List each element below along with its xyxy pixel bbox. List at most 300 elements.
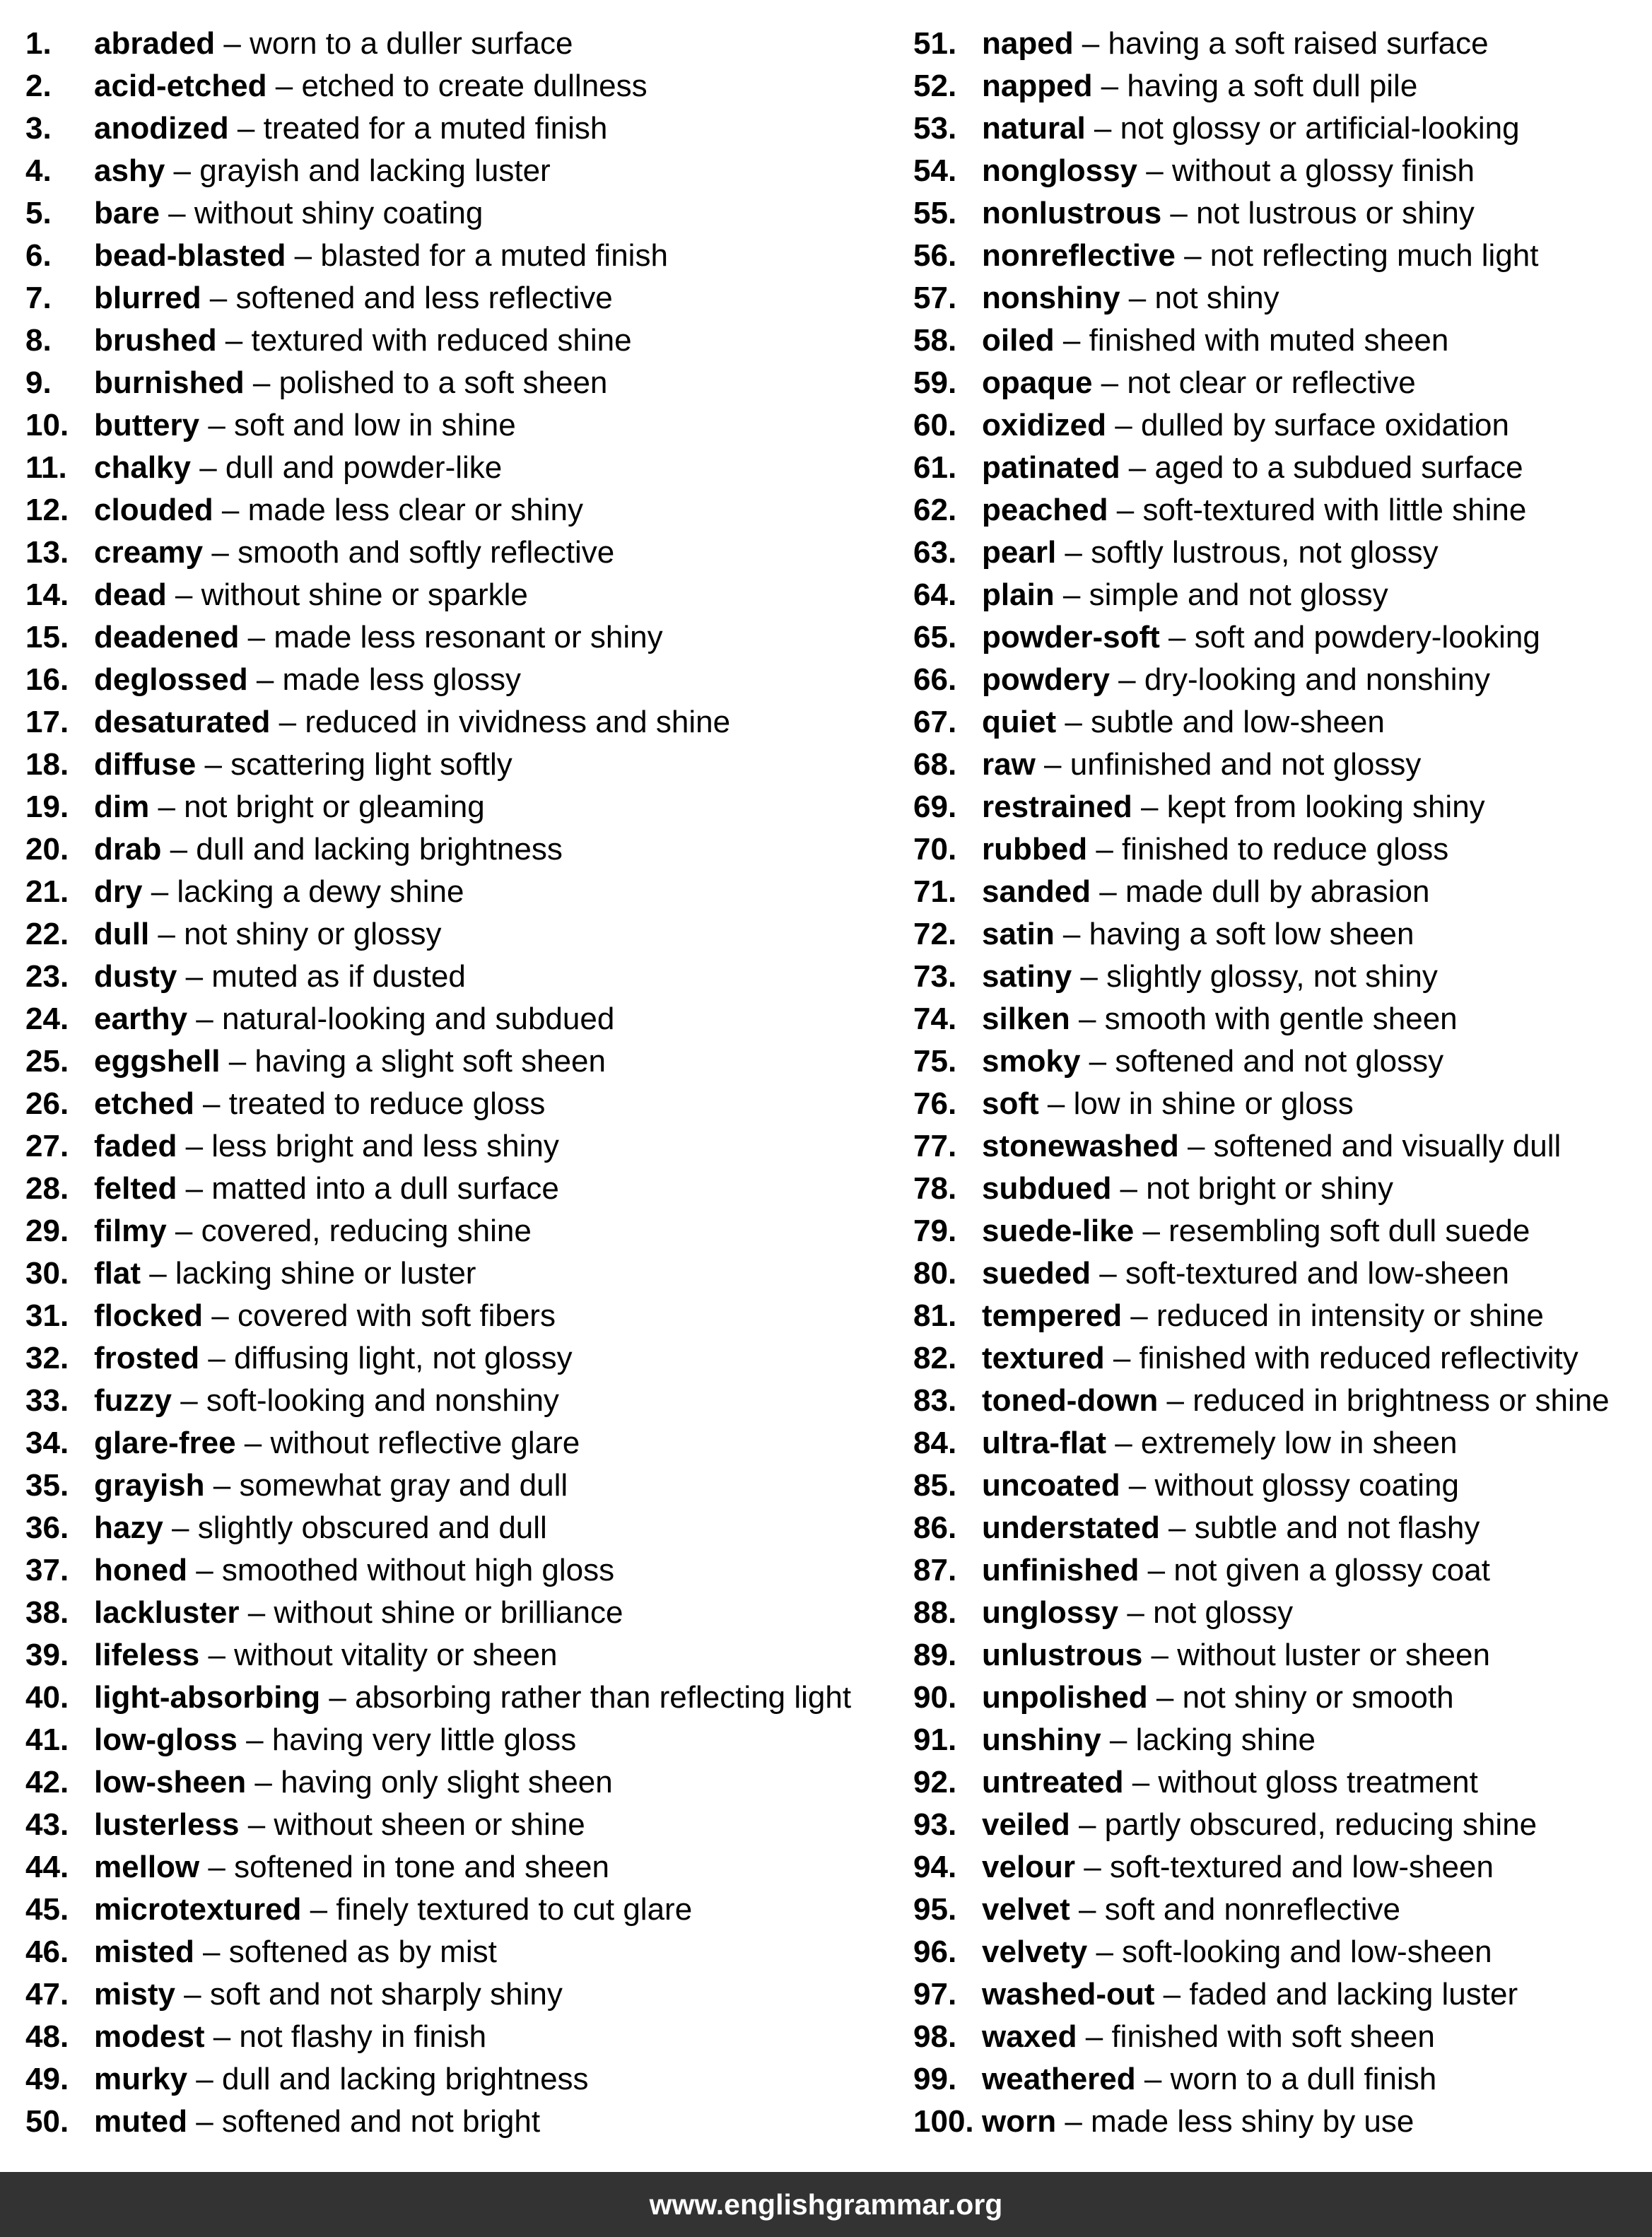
item-word: satin: [982, 917, 1055, 951]
item-definition: without shine or sparkle: [201, 577, 528, 612]
item-definition: soft-looking and nonshiny: [206, 1383, 559, 1418]
item-number: 86.: [913, 1510, 957, 1545]
item-word: velour: [982, 1850, 1076, 1884]
list-item: [913, 1677, 1641, 1719]
item-separator: –: [1135, 2062, 1171, 2096]
item-separator: –: [239, 1595, 274, 1630]
list-item: [913, 532, 1641, 574]
item-number: 30.: [25, 1256, 69, 1291]
item-number: 53.: [913, 111, 957, 146]
list-item: [25, 150, 888, 192]
list-item: [25, 362, 888, 404]
item-separator: –: [187, 1553, 222, 1587]
list-item: [913, 277, 1641, 319]
item-number: 98.: [913, 2019, 957, 2054]
item-separator: –: [220, 1044, 255, 1079]
item-separator: –: [1137, 153, 1172, 188]
item-definition: lacking shine or luster: [175, 1256, 476, 1291]
list-item: [25, 1931, 888, 1973]
item-number: 34.: [25, 1426, 69, 1460]
list-item: [913, 1337, 1641, 1380]
list-item: [913, 1252, 1641, 1295]
item-definition: aged to a subdued surface: [1154, 450, 1523, 485]
item-number: 28.: [25, 1171, 69, 1206]
item-definition: textured with reduced shine: [251, 323, 632, 358]
item-separator: –: [1035, 747, 1070, 782]
item-word: low-sheen: [94, 1765, 247, 1799]
item-word: microtextured: [94, 1892, 302, 1927]
list-item: [913, 489, 1641, 532]
item-definition: softened in tone and sheen: [234, 1850, 609, 1884]
item-word: ultra-flat: [982, 1426, 1106, 1460]
item-definition: smoothed without high gloss: [221, 1553, 615, 1587]
list-item: [913, 1380, 1641, 1422]
item-word: worn: [982, 2104, 1057, 2139]
item-number: 1.: [25, 26, 52, 61]
item-word: diffuse: [94, 747, 197, 782]
list-item: [913, 65, 1641, 107]
item-definition: covered with soft fibers: [237, 1298, 556, 1333]
item-definition: without reflective glare: [270, 1426, 580, 1460]
item-definition: dulled by surface oxidation: [1140, 408, 1509, 442]
item-definition: not bright or gleaming: [184, 789, 485, 824]
item-definition: not glossy: [1153, 1595, 1294, 1630]
item-word: deadened: [94, 620, 240, 654]
item-number: 9.: [25, 365, 52, 400]
item-word: unshiny: [982, 1722, 1101, 1757]
item-number: 89.: [913, 1638, 957, 1672]
item-definition: resembling soft dull suede: [1168, 1214, 1530, 1248]
item-word: lackluster: [94, 1595, 240, 1630]
item-separator: –: [1161, 196, 1197, 230]
item-separator: –: [149, 789, 184, 824]
item-separator: –: [203, 535, 238, 570]
item-word: stonewashed: [982, 1129, 1179, 1163]
item-number: 63.: [913, 535, 957, 570]
item-number: 85.: [913, 1468, 957, 1503]
list-item: [25, 2016, 888, 2058]
item-definition: finely textured to cut glare: [336, 1892, 693, 1927]
list-item: [25, 192, 888, 235]
list-item: [25, 1168, 888, 1210]
item-word: buttery: [94, 408, 200, 442]
item-separator: –: [166, 1214, 201, 1248]
item-word: plain: [982, 577, 1055, 612]
item-separator: –: [1120, 450, 1155, 485]
item-number: 24.: [25, 1002, 69, 1036]
footer-url[interactable]: www.englishgrammar.org: [649, 2188, 1003, 2221]
item-word: naped: [982, 26, 1074, 61]
item-separator: –: [172, 1383, 206, 1418]
item-word: uncoated: [982, 1468, 1120, 1503]
item-separator: –: [142, 874, 177, 909]
item-separator: –: [203, 1298, 238, 1333]
item-definition: softly lustrous, not glossy: [1091, 535, 1439, 570]
item-separator: –: [1123, 1765, 1159, 1799]
item-number: 51.: [913, 26, 957, 61]
item-separator: –: [228, 111, 264, 146]
item-word: velvet: [982, 1892, 1070, 1927]
item-definition: etched to create dullness: [301, 69, 648, 103]
item-number: 73.: [913, 959, 957, 994]
item-separator: –: [1054, 577, 1089, 612]
item-word: dim: [94, 789, 150, 824]
item-word: textured: [982, 1341, 1105, 1375]
list-item: [25, 828, 888, 871]
item-definition: dull and lacking brightness: [196, 832, 563, 867]
item-separator: –: [166, 577, 201, 612]
list-item: [25, 532, 888, 574]
item-word: acid-etched: [94, 69, 267, 103]
item-definition: softened and visually dull: [1213, 1129, 1562, 1163]
item-definition: soft and not sharply shiny: [209, 1977, 563, 2012]
item-word: tempered: [982, 1298, 1123, 1333]
item-definition: worn to a duller surface: [250, 26, 573, 61]
item-number: 90.: [913, 1680, 957, 1715]
item-definition: made less glossy: [282, 662, 522, 697]
item-word: opaque: [982, 365, 1093, 400]
list-item: [913, 2016, 1641, 2058]
item-word: honed: [94, 1553, 187, 1587]
item-number: 46.: [25, 1934, 69, 1969]
item-number: 66.: [913, 662, 957, 697]
item-separator: –: [194, 1934, 229, 1969]
item-number: 45.: [25, 1892, 69, 1927]
item-separator: –: [1054, 917, 1089, 951]
word-list-column-left: [25, 23, 888, 2143]
item-definition: scattering light softly: [230, 747, 512, 782]
item-separator: –: [237, 1722, 272, 1757]
item-number: 27.: [25, 1129, 69, 1163]
list-item: [25, 786, 888, 828]
item-definition: reduced in brightness or shine: [1193, 1383, 1610, 1418]
item-definition: somewhat gray and dull: [239, 1468, 568, 1503]
list-item: [25, 1295, 888, 1337]
item-definition: made dull by abrasion: [1125, 874, 1430, 909]
item-number: 42.: [25, 1765, 69, 1799]
item-separator: –: [187, 1002, 222, 1036]
item-separator: –: [239, 1807, 274, 1842]
item-definition: not given a glossy coat: [1173, 1553, 1490, 1587]
item-number: 56.: [913, 238, 957, 273]
item-word: mellow: [94, 1850, 200, 1884]
item-number: 70.: [913, 832, 957, 867]
item-number: 38.: [25, 1595, 69, 1630]
item-word: washed-out: [982, 1977, 1155, 2012]
item-separator: –: [1132, 789, 1167, 824]
item-separator: –: [246, 1765, 281, 1799]
list-item: [913, 1210, 1641, 1252]
item-number: 100.: [913, 2104, 974, 2139]
item-number: 55.: [913, 196, 957, 230]
item-word: blurred: [94, 281, 201, 315]
item-number: 41.: [25, 1722, 69, 1757]
item-number: 14.: [25, 577, 69, 612]
item-number: 8.: [25, 323, 52, 358]
item-definition: smooth with gentle sheen: [1104, 1002, 1458, 1036]
item-definition: without shine or brilliance: [274, 1595, 623, 1630]
item-number: 37.: [25, 1553, 69, 1587]
list-item: [913, 1083, 1641, 1125]
item-separator: –: [187, 2062, 222, 2096]
item-separator: –: [1070, 1807, 1105, 1842]
item-separator: –: [177, 1171, 212, 1206]
item-word: muted: [94, 2104, 187, 2139]
item-separator: –: [1056, 535, 1091, 570]
list-item: [913, 23, 1641, 65]
item-word: felted: [94, 1171, 177, 1206]
item-word: dull: [94, 917, 150, 951]
item-word: weathered: [982, 2062, 1136, 2096]
item-definition: faded and lacking luster: [1189, 1977, 1518, 2012]
item-word: untreated: [982, 1765, 1124, 1799]
word-list-column-right: [913, 23, 1641, 2143]
item-word: unpolished: [982, 1680, 1148, 1715]
item-word: flat: [94, 1256, 141, 1291]
item-number: 77.: [913, 1129, 957, 1163]
list-item: [913, 1422, 1641, 1464]
item-definition: softened as by mist: [228, 1934, 497, 1969]
list-item: [913, 235, 1641, 277]
item-separator: –: [194, 1086, 229, 1121]
item-definition: subtle and not flashy: [1194, 1510, 1480, 1545]
list-item: [25, 235, 888, 277]
item-separator: –: [270, 705, 305, 739]
list-item: [913, 1889, 1641, 1931]
item-word: raw: [982, 747, 1036, 782]
list-item: [913, 574, 1641, 616]
item-separator: –: [1072, 959, 1107, 994]
item-separator: –: [1175, 238, 1210, 273]
item-word: smoky: [982, 1044, 1081, 1079]
list-item: [25, 319, 888, 362]
item-word: glare-free: [94, 1426, 236, 1460]
list-item: [25, 1634, 888, 1677]
item-definition: soft-textured with little shine: [1142, 493, 1527, 527]
item-definition: soft-looking and low-sheen: [1122, 1934, 1492, 1969]
item-definition: not lustrous or shiny: [1196, 196, 1475, 230]
item-word: natural: [982, 111, 1086, 146]
item-definition: simple and not glossy: [1089, 577, 1388, 612]
list-item: [913, 2101, 1641, 2143]
item-separator: –: [177, 1129, 212, 1163]
item-word: nonshiny: [982, 281, 1120, 315]
list-item: [25, 574, 888, 616]
list-item: [25, 1549, 888, 1592]
item-number: 13.: [25, 535, 69, 570]
item-separator: –: [177, 959, 212, 994]
item-number: 91.: [913, 1722, 957, 1757]
item-separator: –: [1154, 1977, 1190, 2012]
list-item: [25, 1040, 888, 1083]
item-word: light-absorbing: [94, 1680, 321, 1715]
item-separator: –: [1091, 1256, 1125, 1291]
item-number: 65.: [913, 620, 957, 654]
item-separator: –: [1120, 1468, 1155, 1503]
item-number: 12.: [25, 493, 69, 527]
item-definition: soft and powdery-looking: [1194, 620, 1540, 654]
item-definition: slightly obscured and dull: [197, 1510, 547, 1545]
list-item: [913, 107, 1641, 150]
item-definition: not clear or reflective: [1127, 365, 1416, 400]
list-item: [25, 701, 888, 744]
item-number: 29.: [25, 1214, 69, 1248]
item-word: dusty: [94, 959, 177, 994]
item-separator: –: [204, 2019, 240, 2054]
item-number: 83.: [913, 1383, 957, 1418]
item-definition: smooth and softly reflective: [238, 535, 615, 570]
list-item: [25, 998, 888, 1040]
item-separator: –: [244, 365, 279, 400]
item-number: 80.: [913, 1256, 957, 1291]
item-word: waxed: [982, 2019, 1077, 2054]
item-number: 22.: [25, 917, 69, 951]
list-item: [913, 447, 1641, 489]
item-separator: –: [165, 153, 200, 188]
item-word: anodized: [94, 111, 229, 146]
item-number: 47.: [25, 1977, 69, 2012]
item-number: 16.: [25, 662, 69, 697]
item-definition: treated for a muted finish: [263, 111, 608, 146]
item-word: faded: [94, 1129, 177, 1163]
item-number: 72.: [913, 917, 957, 951]
list-item: [913, 362, 1641, 404]
item-word: flocked: [94, 1298, 204, 1333]
item-number: 4.: [25, 153, 52, 188]
item-separator: –: [216, 323, 252, 358]
item-separator: –: [1106, 408, 1141, 442]
item-separator: –: [187, 2104, 222, 2139]
item-separator: –: [175, 1977, 210, 2012]
item-definition: finished with reduced reflectivity: [1139, 1341, 1578, 1375]
item-definition: finished with muted sheen: [1089, 323, 1449, 358]
item-separator: –: [1070, 1002, 1105, 1036]
item-definition: grayish and lacking luster: [199, 153, 551, 188]
list-item: [25, 1380, 888, 1422]
item-word: etched: [94, 1086, 194, 1121]
list-item: [913, 192, 1641, 235]
item-word: misted: [94, 1934, 194, 1969]
item-separator: –: [1101, 1722, 1136, 1757]
item-definition: blasted for a muted finish: [320, 238, 668, 273]
item-definition: absorbing rather than reflecting light: [355, 1680, 852, 1715]
list-item: [25, 1804, 888, 1846]
item-separator: –: [239, 620, 274, 654]
item-number: 59.: [913, 365, 957, 400]
item-number: 3.: [25, 111, 52, 146]
item-definition: finished with soft sheen: [1111, 2019, 1435, 2054]
list-item: [25, 23, 888, 65]
item-number: 58.: [913, 323, 957, 358]
item-separator: –: [1111, 1171, 1147, 1206]
item-definition: without glossy coating: [1154, 1468, 1459, 1503]
item-number: 64.: [913, 577, 957, 612]
list-item: [25, 107, 888, 150]
item-word: creamy: [94, 535, 204, 570]
item-separator: –: [1077, 2019, 1112, 2054]
list-item: [913, 1168, 1641, 1210]
list-item: [25, 1337, 888, 1380]
item-number: 2.: [25, 69, 52, 103]
item-separator: –: [196, 747, 231, 782]
item-number: 7.: [25, 281, 52, 315]
item-separator: –: [301, 1892, 336, 1927]
item-word: silken: [982, 1002, 1070, 1036]
item-number: 20.: [25, 832, 69, 867]
list-item: [913, 659, 1641, 701]
item-number: 88.: [913, 1595, 957, 1630]
item-number: 40.: [25, 1680, 69, 1715]
item-word: patinated: [982, 450, 1120, 485]
item-word: satiny: [982, 959, 1072, 994]
item-separator: –: [1080, 1044, 1115, 1079]
item-number: 50.: [25, 2104, 69, 2139]
item-number: 44.: [25, 1850, 69, 1884]
item-number: 60.: [913, 408, 957, 442]
item-separator: –: [149, 917, 184, 951]
item-word: misty: [94, 1977, 175, 2012]
item-word: sanded: [982, 874, 1091, 909]
item-word: toned-down: [982, 1383, 1159, 1418]
item-word: dry: [94, 874, 143, 909]
item-definition: made less clear or shiny: [247, 493, 584, 527]
item-number: 96.: [913, 1934, 957, 1969]
item-number: 76.: [913, 1086, 957, 1121]
item-separator: –: [1118, 1595, 1154, 1630]
item-definition: soft and nonreflective: [1104, 1892, 1400, 1927]
item-word: suede-like: [982, 1214, 1135, 1248]
item-definition: softened and not bright: [221, 2104, 541, 2139]
item-word: quiet: [982, 705, 1057, 739]
item-definition: muted as if dusted: [211, 959, 466, 994]
item-definition: matted into a dull surface: [211, 1171, 559, 1206]
item-definition: not reflecting much light: [1209, 238, 1539, 273]
item-word: understated: [982, 1510, 1160, 1545]
list-item: [913, 1973, 1641, 2016]
item-definition: low in shine or gloss: [1073, 1086, 1354, 1121]
item-number: 79.: [913, 1214, 957, 1248]
item-definition: softened and not glossy: [1115, 1044, 1444, 1079]
item-separator: –: [159, 196, 194, 230]
item-definition: having a slight soft sheen: [254, 1044, 606, 1079]
item-word: fuzzy: [94, 1383, 172, 1418]
item-number: 19.: [25, 789, 69, 824]
item-word: lifeless: [94, 1638, 200, 1672]
item-definition: worn to a dull finish: [1170, 2062, 1437, 2096]
item-number: 67.: [913, 705, 957, 739]
list-item: [25, 65, 888, 107]
item-word: nonlustrous: [982, 196, 1162, 230]
item-definition: not bright or shiny: [1146, 1171, 1393, 1206]
list-item: [25, 1761, 888, 1804]
item-separator: –: [1178, 1129, 1214, 1163]
item-definition: less bright and less shiny: [211, 1129, 559, 1163]
item-separator: –: [1085, 111, 1120, 146]
list-item: [25, 404, 888, 447]
item-definition: soft and low in shine: [234, 408, 516, 442]
item-definition: having only slight sheen: [281, 1765, 613, 1799]
item-definition: kept from looking shiny: [1166, 789, 1485, 824]
item-separator: –: [235, 1426, 271, 1460]
item-word: grayish: [94, 1468, 205, 1503]
item-number: 95.: [913, 1892, 957, 1927]
list-item: [913, 1719, 1641, 1761]
item-number: 57.: [913, 281, 957, 315]
item-word: modest: [94, 2019, 205, 2054]
item-definition: polished to a soft sheen: [279, 365, 608, 400]
list-item: [913, 1464, 1641, 1507]
item-definition: dull and powder-like: [225, 450, 503, 485]
